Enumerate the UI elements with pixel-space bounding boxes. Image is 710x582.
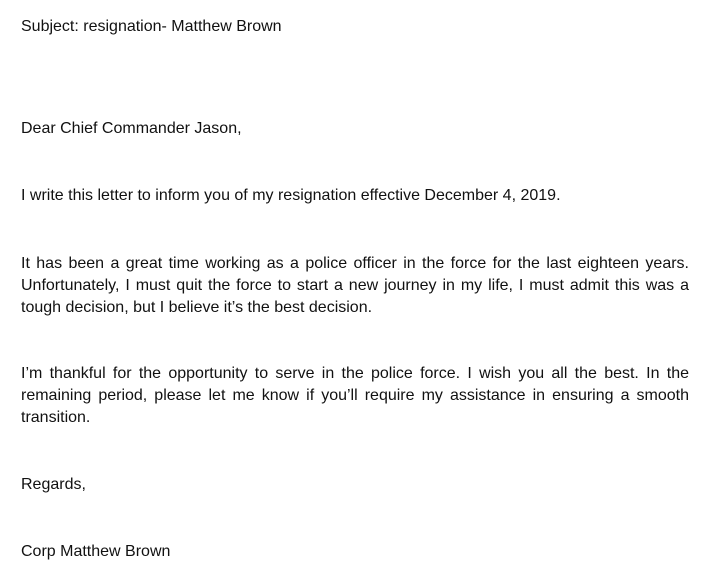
letter-closing: Regards, bbox=[21, 476, 86, 493]
letter-salutation: Dear Chief Commander Jason, bbox=[21, 120, 242, 137]
paragraph-reason: It has been a great time working as a police officer in the force for the last eighteen years. Unfortunately, I must quit the force to start a new journey in my life, I must admit this was a tough decision, but I believe it’s the best decision. bbox=[21, 255, 689, 316]
paragraph-gratitude: I’m thankful for the opportunity to serve in the police force. I wish you all the best. In the remaining period, please let me know if you’ll require my assistance in ensuring a smooth transition. bbox=[21, 365, 689, 426]
letter-signature: Corp Matthew Brown bbox=[21, 543, 171, 560]
letter-subject: Subject: resignation- Matthew Brown bbox=[21, 18, 282, 35]
paragraph-resignation-notice: I write this letter to inform you of my resignation effective December 4, 2019. bbox=[21, 187, 561, 204]
